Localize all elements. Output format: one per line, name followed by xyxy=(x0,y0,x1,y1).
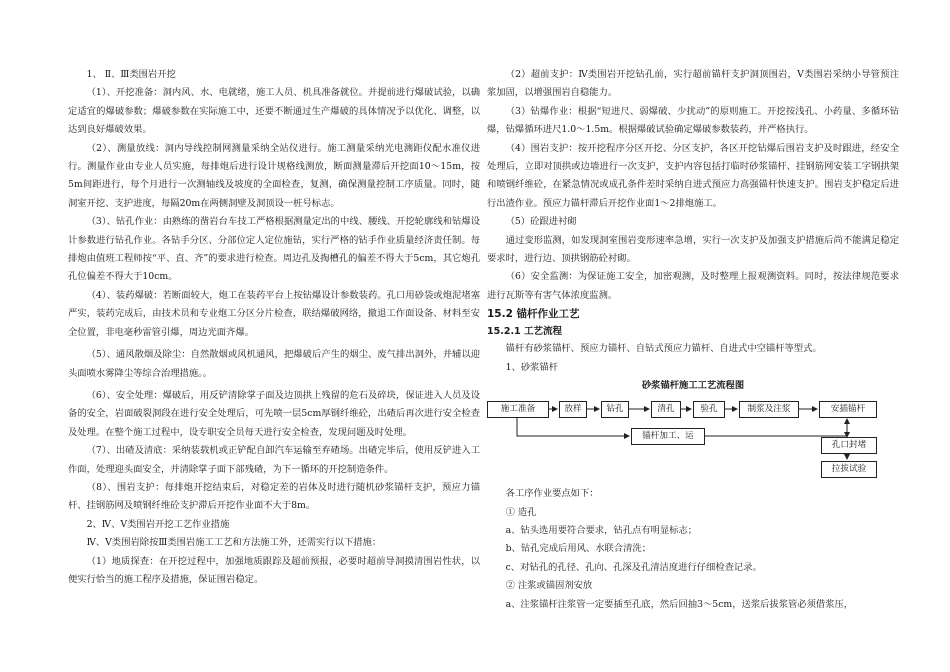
section-heading-anchor-process: 15.2 锚杆作业工艺 xyxy=(487,308,580,321)
paragraph-support: （8）、围岩支护：每排炮开挖结束后，对稳定差的岩体及时进行随机砂浆锚杆支护，预应力锚杆、挂钢筋网及喷钢纤维砼支护滞后开挖作业面不大于8m。 xyxy=(68,481,480,512)
paragraph-concrete-lining: 通过变形监测，如发现洞室围岩变形速率急增，实行一次支护及加强支护措施后尚不能满足稳定要求时，进行边、顶拱钢筋砼衬砌。 xyxy=(487,234,899,265)
heading-class-2-3-excavation: 1、 Ⅱ、Ⅲ类围岩开挖 xyxy=(86,69,176,80)
paragraph-charging: （4）、装药爆破：若断面较大，炮工在装药平台上按钻爆设计参数装药。孔口用砂袋或炮泥堵塞严实，装药完成后，由技术员和专业炮工分区分片检查，联结爆破网络，撤退工作面设备、材料至安全位置，非电毫秒雷管引爆，周边光面齐爆。 xyxy=(68,289,480,338)
paragraph-anchor-types: 锚杆有砂浆锚杆、预应力锚杆、自钻式预应力锚杆、自进式中空锚杆等型式。 xyxy=(505,343,822,355)
flowchart-title: 砂浆锚杆施工工艺流程图 xyxy=(641,380,745,392)
flow-box-hole-inspection: 验孔 xyxy=(693,401,725,418)
flow-box-anchor-fabrication: 锚杆加工、运 xyxy=(631,428,705,445)
paragraph-mortar-anchor: 1、砂浆锚杆 xyxy=(505,361,558,373)
item-grouting-heading: ② 注浆或锚固剂安放 xyxy=(505,580,593,592)
flow-box-pull-test: 拉拔试验 xyxy=(821,461,877,478)
heading-class-4-5-excavation: 2、Ⅳ、Ⅴ类围岩开挖工艺作业措施 xyxy=(86,518,230,530)
flow-box-hole-cleaning: 清孔 xyxy=(651,401,681,418)
paragraph-survey: （2）、测量放线：洞内导线控制网测量采纳全站仪进行。施工测量采纳光电测距仪配水准仪进行。测量作业由专业人员实施，每排炮后进行设计规格线测放，断面测量滞后开挖面10～15m，按5m间距进行，每个月进行一次测轴线及坡度的全面检查，复测，确保测量控制工序质量。同时，随洞室开挖、支护进度，每隔20m在两侧洞壁及洞顶设一桩号标志。 xyxy=(68,142,480,209)
arrow-prep-to-fabrication xyxy=(517,417,629,436)
paragraph-mucking: （7）、出碴及清底：采纳装载机或正铲配自卸汽车运输至弃碴场。出碴完毕后，使用反铲进入工作面，处理迎头面安全，并清除掌子面下部残碴，为下一循环的开挖制造条件。 xyxy=(68,445,480,475)
paragraph-drilling: （3）、钻孔作业：由熟练的凿岩台车技工严格根据测量定出的中线、腰线、开挖轮廓线和钻爆设计参数进行钻孔作业。各钻手分区、分部位定人定位施钻，实行严格的钻手作业质量经济责任制。每排炮由值班工程师按“平、直、齐”的要求进行检查。周边孔及掏槽孔的偏差不得大于5cm，其它炮孔孔位偏差不得大于10cm。 xyxy=(68,216,480,283)
flow-box-hole-plugging: 孔口封堵 xyxy=(821,437,877,454)
item-grout-pipe: a、注浆锚杆注浆管一定要插至孔底，然后回抽3～5cm，送浆后拔浆管必须借浆压， xyxy=(505,598,854,610)
item-drilling-heading: ① 造孔 xyxy=(505,506,537,518)
paragraph-ventilation: （5）、通风散烟及除尘：自然散烟或风机通风，把爆破后产生的烟尘、废气排出洞外，并辅以迎头面喷水雾降尘等综合治理措施。。 xyxy=(68,349,480,379)
paragraph-excavation-prep: （1）、开挖准备：洞内风、水、电就绪，施工人员、机具准备就位。并提前进行爆破试验，以确定适宜的爆破参数；爆破参数在实际施工中，还要不断通过生产爆破的具体情况予以优化、调整，以达到良好爆破效果。 xyxy=(68,87,480,136)
paragraph-advance-support: （2）超前支护：Ⅳ类围岩开挖钻孔前，实行超前锚杆支护洞顶围岩，Ⅴ类围岩采纳小导管预注浆加固，以增强围岩自稳能力。 xyxy=(487,69,899,99)
right-column xyxy=(487,66,899,614)
flow-box-layout: 放样 xyxy=(559,401,587,418)
flow-box-construction-prep: 施工准备 xyxy=(487,401,549,418)
paragraph-rock-support: （4）围岩支护：按开挖程序分区开挖、分区支护，各区开挖钻爆后围岩支护及时跟进，经安全处理后，立即对顶拱或边墙进行一次支护，支护内容包括打临时砂浆锚杆、挂钢筋网安装工字钢拱架和喷钢纤维砼，在紧急情况或成孔条件差时采纳自进式预应力高强锚杆快速支护。围岩支护稳定后进行出渣作业。预应力锚杆滞后开挖作业面1～2排炮施工。 xyxy=(487,142,899,209)
paragraph-safety-monitoring: （6）安全监测：为保证施工安全，加密观测，及时整理上报观测资料。同时，按法律规范要求进行瓦斯等有害气体浓度监测。 xyxy=(487,271,899,301)
paragraph-drill-blast: （3）钻爆作业：根据“短进尺、弱爆破、少扰动”的原则施工。开挖按浅孔、小药量、多循环钻爆，钻爆循环进尺1.0～1.5m。根据爆破试验确定爆破参数装药，并严格执行。 xyxy=(487,105,899,136)
flowchart xyxy=(487,379,899,481)
left-column xyxy=(68,66,480,589)
arrow-fabrication-to-insert xyxy=(705,419,847,436)
paragraph-extra-measures: Ⅳ、Ⅴ类围岩除按Ⅲ类围岩施工工艺和方法施工外，还需实行以下措施： xyxy=(86,537,382,549)
paragraph-key-points: 各工序作业要点如下： xyxy=(505,488,599,500)
flow-box-drilling: 钻孔 xyxy=(601,401,629,418)
paragraph-geological-survey: （1）地质探查：在开挖过程中，加强地质跟踪及超前预报，必要时超前导洞摸清围岩性状，以便实行恰当的施工程序及措施，保证围岩稳定。 xyxy=(68,555,480,585)
paragraph-concrete-lining-title: （5）砼跟进衬砌 xyxy=(505,216,577,228)
subsection-heading-process-flow: 15.2.1 工艺流程 xyxy=(487,326,562,338)
item-drill-bit: a、钻头选用要符合要求，钻孔点有明显标志； xyxy=(505,524,698,536)
flow-box-grouting: 制浆及注浆 xyxy=(739,401,799,418)
paragraph-safety: （6）、安全处理：爆破后，用反铲清除掌子面及边顶拱上残留的危石及碎块，保证进入人员及设备的安全，岩面破裂洞段在进行安全处理后，可先喷一层5cm厚钢纤维砼，出碴后再次进行安全检查及处理。在整个施工过程中，设专职安全员每天进行安全检查，发现问题及时处理。 xyxy=(68,389,480,438)
item-hole-check: c、对钻孔的孔径、孔向、孔深及孔清洁度进行仔细检查记录。 xyxy=(505,561,762,573)
item-hole-cleaning: b、钻孔完成后用风、水联合清洗； xyxy=(505,543,651,555)
flow-box-anchor-insertion: 安插锚杆 xyxy=(819,401,877,418)
